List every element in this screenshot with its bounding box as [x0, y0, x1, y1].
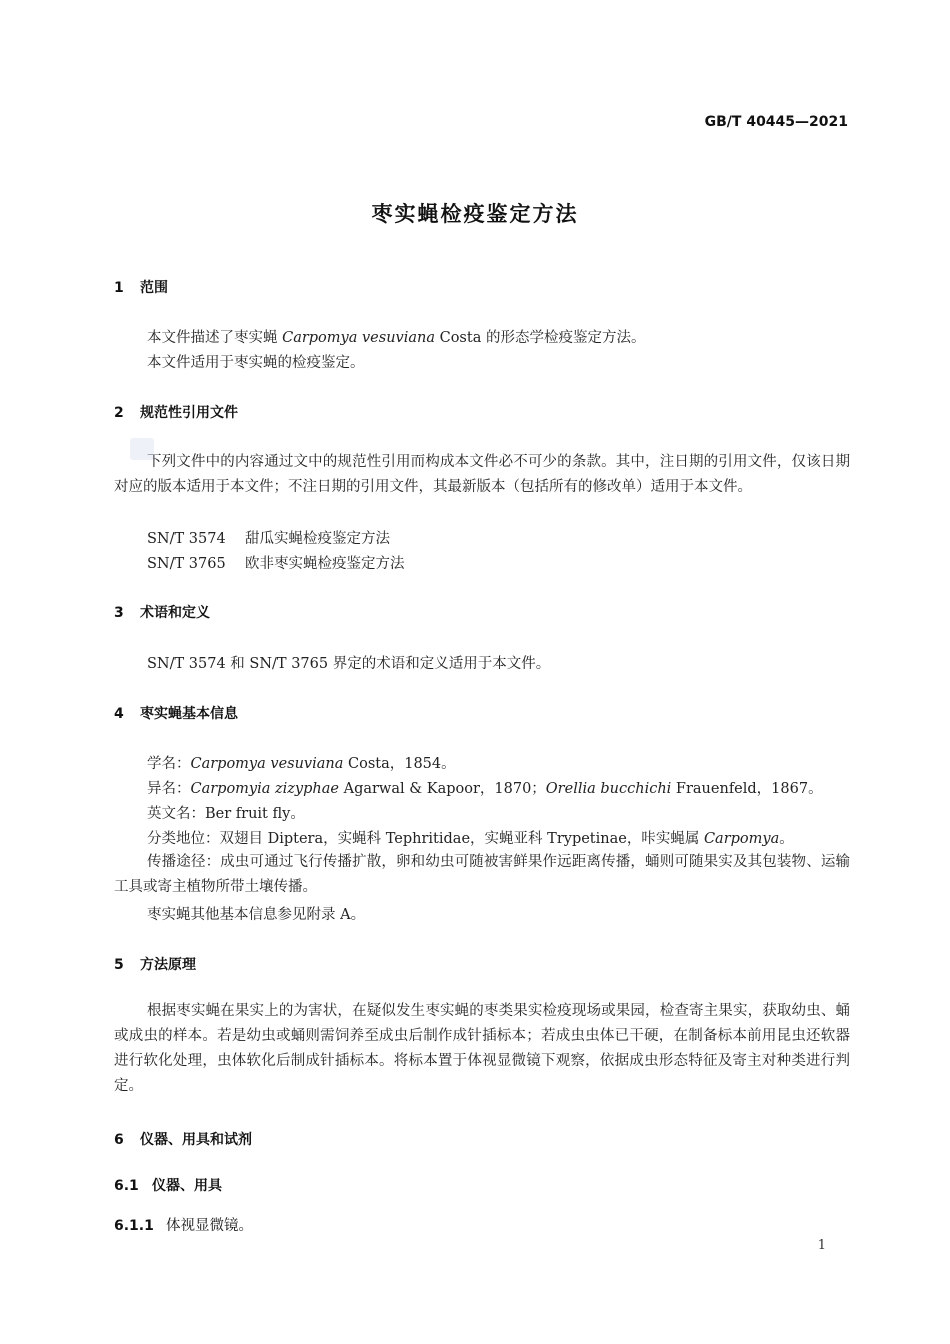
reference-item	[147, 552, 405, 573]
reference-item	[147, 527, 390, 548]
taxonomy-line	[147, 827, 794, 848]
reference-code: SN/T 3574	[147, 531, 226, 547]
genus-name: Carpomya	[703, 831, 780, 847]
text: 本文件描述了枣实蝇	[147, 330, 283, 346]
species-name: Carpomya vesuviana	[190, 756, 344, 772]
species-name: Orellia bucchichi	[545, 781, 672, 797]
section-number: 3	[114, 605, 124, 621]
section-heading-6	[114, 1129, 252, 1149]
paragraph-other-info: 枣实蝇其他基本信息参见附录 A。	[147, 907, 366, 923]
paragraph-scope-2: 本文件适用于枣实蝇的检疫鉴定。	[147, 355, 365, 371]
text: Agarwal & Kapoor，1870；	[338, 781, 546, 797]
section-number: 5	[114, 957, 124, 973]
section-number: 6	[114, 1132, 124, 1148]
reference-name: 欧非枣实蝇检疫鉴定方法	[245, 556, 405, 572]
paragraph-principle: 根据枣实蝇在果实上的为害状，在疑似发生枣实蝇的枣类果实检疫现场或果园，检查寄主果实，获取幼虫、蛹或成虫的样本。若是幼虫或蛹则需饲养至成虫后制作成针插标本；若成虫虫体已干硬，在制备标本前用昆虫还软器进行软化处理，虫体软化后制成针插标本。将标本置于体视显微镜下观察，依据成虫形态特征及寄主对种类进行判定。	[114, 1003, 850, 1094]
text: Costa，1854。	[343, 756, 456, 772]
section-title: 规范性引用文件	[140, 405, 238, 421]
text: Costa 的形态学检疫鉴定方法。	[435, 330, 646, 346]
species-name: Carpomya vesuviana	[282, 330, 435, 346]
label: 学名：	[147, 756, 191, 772]
section-heading-5	[114, 954, 196, 974]
section-title: 范围	[140, 280, 168, 296]
species-name: Carpomyia zizyphae	[190, 781, 339, 797]
section-heading-1	[114, 277, 168, 297]
page-title: 枣实蝇检疫鉴定方法	[371, 202, 579, 226]
standard-number: GB/T 40445—2021	[704, 114, 848, 130]
synonym-line	[147, 777, 823, 798]
scientific-name-line	[147, 752, 456, 773]
section-number: 1	[114, 280, 124, 296]
clause-6-1-1	[114, 1214, 253, 1235]
section-number: 4	[114, 706, 124, 722]
section-title: 仪器、用具和试剂	[140, 1132, 252, 1148]
text: 分类地位：双翅目 Diptera，实蝇科 Tephritidae，实蝇亚科 Trypetinae，咔实蝇属	[147, 831, 704, 847]
section-title: 方法原理	[140, 957, 196, 973]
clause-text: 体视显微镜。	[166, 1218, 253, 1234]
section-heading-2	[114, 402, 238, 422]
section-title: 枣实蝇基本信息	[140, 706, 238, 722]
section-number: 2	[114, 405, 124, 421]
reference-name: 甜瓜实蝇检疫鉴定方法	[245, 531, 390, 547]
subsection-heading-6-1	[114, 1175, 222, 1195]
section-title: 术语和定义	[140, 605, 210, 621]
paragraph-scope-1	[147, 326, 645, 347]
text: 。	[779, 831, 794, 847]
clause-number: 6.1.1	[114, 1218, 154, 1234]
paragraph-normative-intro: 下列文件中的内容通过文中的规范性引用而构成本文件必不可少的条款。其中，注日期的引用文件，仅该日期对应的版本适用于本文件；不注日期的引用文件，其最新版本（包括所有的修改单）适用于本文件。	[114, 454, 850, 495]
section-heading-4	[114, 703, 238, 723]
reference-code: SN/T 3765	[147, 556, 226, 572]
section-heading-3	[114, 602, 210, 622]
label: 异名：	[147, 781, 191, 797]
text: Frauenfeld，1867。	[671, 781, 823, 797]
section-title: 仪器、用具	[152, 1178, 222, 1194]
paragraph-terms: SN/T 3574 和 SN/T 3765 界定的术语和定义适用于本文件。	[147, 656, 551, 672]
section-number: 6.1	[114, 1178, 139, 1194]
paragraph-spread: 传播途径：成虫可通过飞行传播扩散，卵和幼虫可随被害鲜果作远距离传播，蛹则可随果实及其包装物、运输工具或寄主植物所带土壤传播。	[114, 854, 850, 895]
english-name-line: 英文名：Ber fruit fly。	[147, 806, 305, 822]
page-number: 1	[817, 1238, 826, 1253]
